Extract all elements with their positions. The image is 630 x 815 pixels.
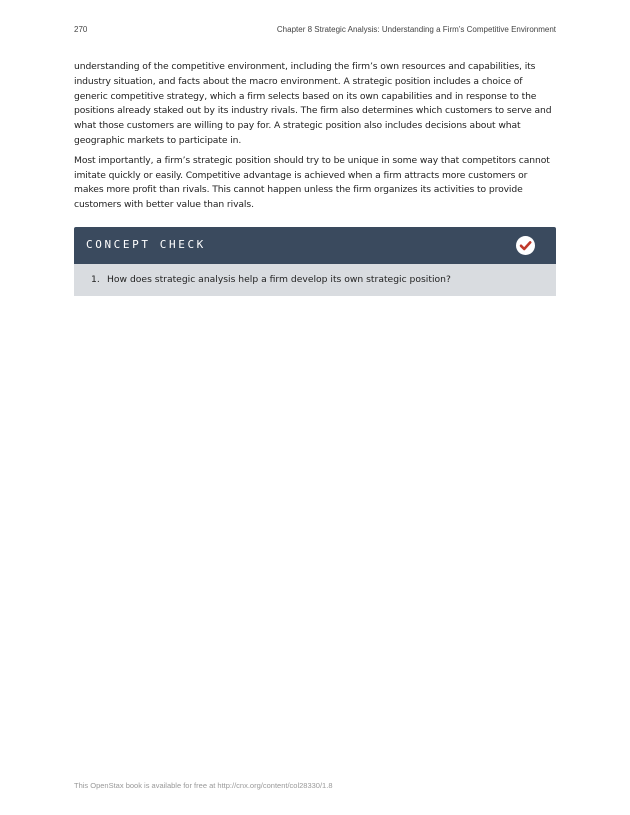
body-text (74, 60, 558, 218)
paragraph: understanding of the competitive environment, including the firm’s own resources and capabilities, its industry situation, and facts about the macro environment. A strategic position includes a choice of generic competitive strategy, which a firm selects based on its own capabilities and in response to the positions already staked out by its industry rivals. The firm also determines which customers to serve and what those customers are willing to pay for. A strategic position also includes decisions about what geographic markets to participate in. (74, 61, 552, 146)
footer: This OpenStax book is available for free at http://cnx.org/content/col28330/1.8 (74, 781, 333, 790)
list-item-number: 1. (91, 274, 100, 285)
concept-check-body (74, 264, 556, 296)
checkmark-icon (516, 236, 535, 255)
concept-check-title: CONCEPT CHECK (86, 238, 206, 251)
list-item (74, 273, 556, 286)
concept-check-box (74, 227, 556, 296)
page-number: 270 (74, 25, 88, 34)
paragraph: Most importantly, a firm’s strategic position should try to be unique in some way that competitors cannot imitate quickly or easily. Competitive advantage is achieved when a firm attracts more customers or makes more profit than rivals. This cannot happen unless the firm organizes its activities to provide customers with better value than rivals. (74, 154, 550, 211)
list-item-text: How does strategic analysis help a firm develop its own strategic position? (107, 274, 451, 285)
concept-check-list (74, 273, 556, 286)
concept-check-header (74, 227, 556, 264)
running-header: Chapter 8 Strategic Analysis: Understanding a Firm’s Competitive Environment (276, 25, 556, 34)
